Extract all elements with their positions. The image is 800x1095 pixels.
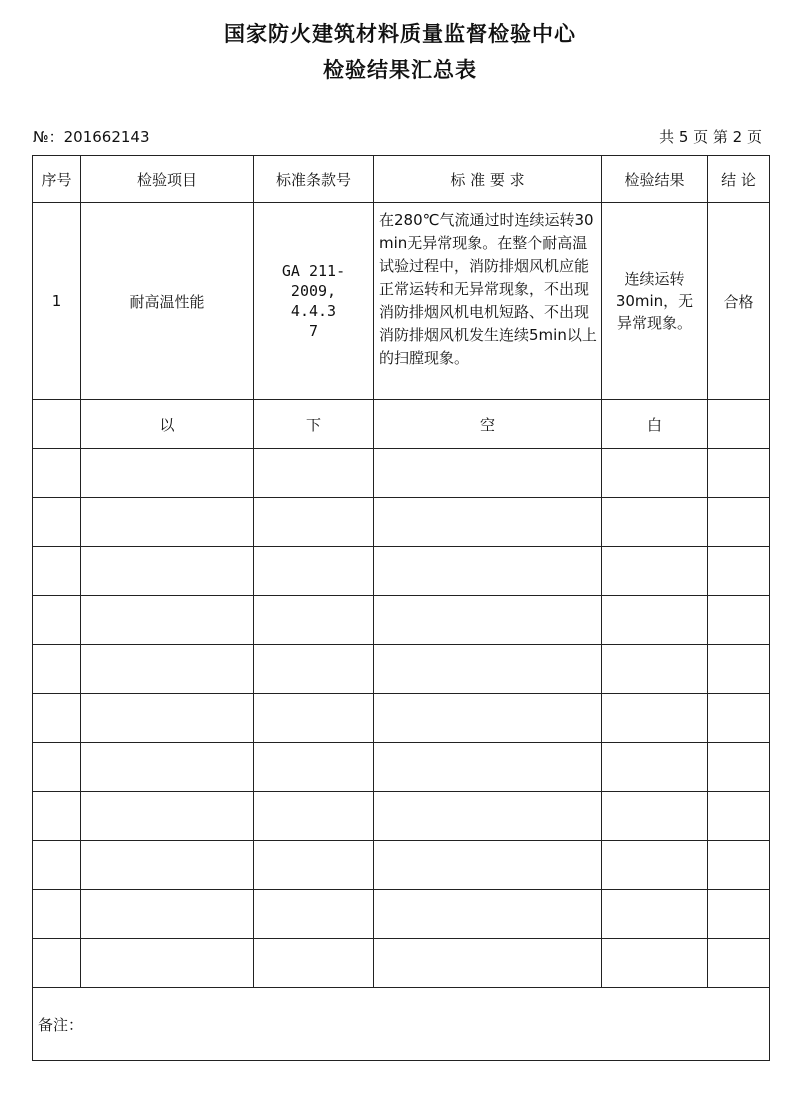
table-header-row — [33, 156, 770, 203]
result-line: 连续运转 — [624, 270, 685, 288]
result-line: 30min，无 — [615, 292, 694, 310]
document-number: №：201662143 — [33, 128, 150, 146]
standard-requirement: 在280℃气流通过时连续运转30min无异常现象。在整个耐高温试验过程中，消防排烟风机应能正常运转和无异常现象，不出现消防排烟风机电机短路、不出现消防排烟风机发生连续5min以上的扫膛现象。 — [374, 203, 602, 400]
filler-text: 下 — [254, 400, 374, 449]
report-title: 国家防火建筑材料质量监督检验中心 — [224, 22, 576, 46]
empty-row — [33, 645, 770, 694]
empty-row — [33, 449, 770, 498]
filler-text: 以 — [81, 400, 254, 449]
page-info: 共 5 页 第 2 页 — [659, 128, 762, 146]
clause-line: GA 211- — [281, 262, 346, 280]
column-header-no: 序号 — [33, 156, 81, 203]
notes-row — [33, 988, 770, 1061]
row-number: 1 — [33, 203, 81, 400]
report-subtitle: 检验结果汇总表 — [323, 58, 477, 82]
empty-cell — [708, 400, 770, 449]
empty-row — [33, 498, 770, 547]
standard-clause — [254, 203, 374, 400]
empty-row — [33, 792, 770, 841]
test-result — [602, 203, 708, 400]
clause-line: 2009, — [290, 282, 337, 300]
column-header-requirement: 标 准 要 求 — [374, 156, 602, 203]
filler-row — [33, 400, 770, 449]
empty-row — [33, 841, 770, 890]
conclusion: 合格 — [708, 203, 770, 400]
column-header-conclusion: 结 论 — [708, 156, 770, 203]
empty-row — [33, 939, 770, 988]
empty-row — [33, 890, 770, 939]
column-header-clause: 标准条款号 — [254, 156, 374, 203]
notes-label: 备注： — [33, 988, 770, 1061]
clause-line: 4.4.3 — [290, 302, 337, 320]
column-header-item: 检验项目 — [81, 156, 254, 203]
clause-line: 7 — [308, 322, 319, 340]
result-line: 异常现象。 — [616, 314, 692, 332]
filler-text: 空 — [374, 400, 602, 449]
filler-text: 白 — [602, 400, 708, 449]
test-item: 耐高温性能 — [81, 203, 254, 400]
column-header-result: 检验结果 — [602, 156, 708, 203]
empty-row — [33, 743, 770, 792]
empty-row — [33, 596, 770, 645]
table-row — [33, 203, 770, 400]
results-table — [32, 155, 770, 1061]
empty-cell — [33, 400, 81, 449]
empty-row — [33, 694, 770, 743]
empty-row — [33, 547, 770, 596]
